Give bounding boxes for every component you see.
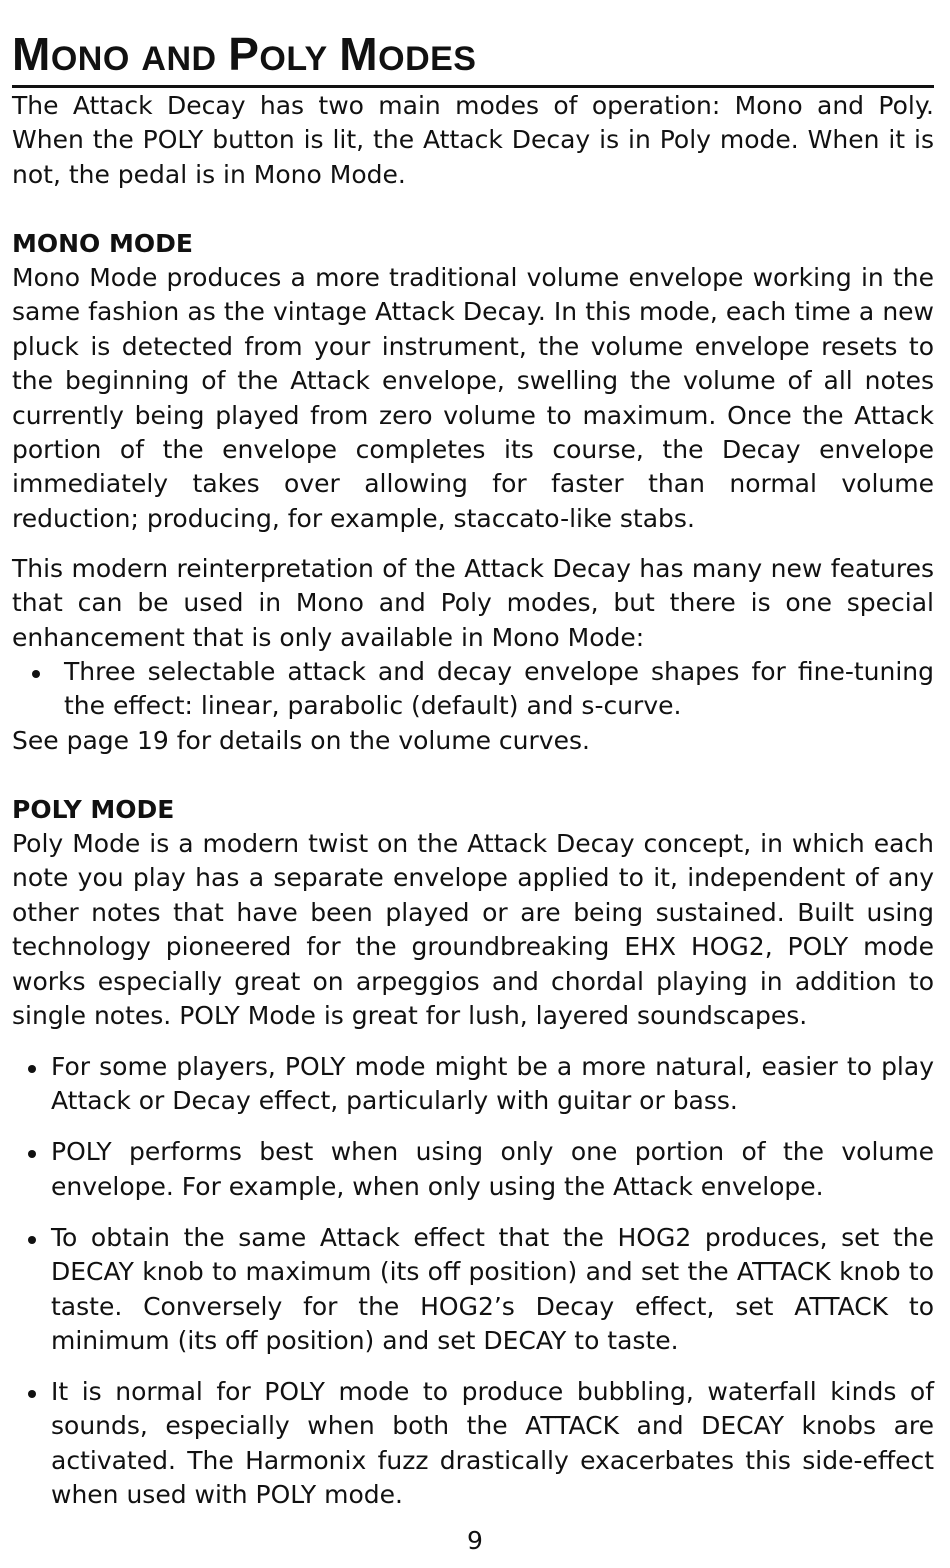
title-word-modes-cap: M bbox=[339, 28, 379, 80]
title-word-poly-rest: OLY bbox=[259, 40, 328, 78]
mono-mode-heading: MONO MODE bbox=[12, 229, 193, 258]
page-number: 9 bbox=[467, 1526, 483, 1555]
list-item bbox=[51, 1221, 934, 1359]
mono-mode-paragraph-3: See page 19 for details on the volume curves. bbox=[12, 726, 590, 755]
bullet-icon bbox=[28, 1390, 36, 1398]
list-item bbox=[51, 1050, 934, 1119]
title-word-poly-cap: P bbox=[228, 28, 260, 80]
mono-mode-paragraph-1: Mono Mode produces a more traditional volume envelope working in the same fashion as the vintage Attack Decay. In this mode, each time a new pluck is detected from your instrument, the volume envelope resets to the beginning of the Attack envelope, swelling the volume of all notes currently being played from zero volume to maximum. Once the Attack portion of the envelope completes its course, the Decay envelope immediately takes over allowing for faster than normal volume reduction; producing, for example, staccato-like stabs. bbox=[12, 263, 934, 533]
bullet-icon bbox=[28, 1236, 36, 1244]
bullet-icon bbox=[28, 1065, 36, 1073]
poly-mode-heading: POLY MODE bbox=[12, 795, 175, 824]
poly-mode-bullet-list bbox=[51, 1050, 934, 1513]
poly-mode-paragraph-1: Poly Mode is a modern twist on the Attack Decay concept, in which each note you play has a separate envelope applied to it, independent of any other notes that have been played or are being sustained. Built using technology pioneered for the groundbreaking EHX HOG2, POLY mode works especially great on arpeggios and chordal playing in addition to single notes. POLY Mode is great for lush, layered soundscapes. bbox=[12, 829, 934, 1031]
title-word-mono-cap: M bbox=[12, 28, 51, 80]
bullet-icon bbox=[28, 1150, 36, 1158]
intro-paragraph: The Attack Decay has two main modes of operation: Mono and Poly. When the POLY button is lit, the Attack Decay is in Poly mode. When it is not, the pedal is in Mono Mode. bbox=[12, 91, 934, 189]
mono-mode-paragraph-2: This modern reinterpretation of the Attack Decay has many new features that can be used in Mono and Poly modes, but there is one special enhancement that is only available in Mono Mode: bbox=[12, 554, 934, 652]
list-item-text: Three selectable attack and decay envelope shapes for fine-tuning the effect: linear, parabolic (default) and s-curve. bbox=[64, 657, 934, 721]
title-word-and: AND bbox=[141, 40, 217, 78]
mono-mode-bullet-list bbox=[64, 655, 934, 724]
list-item-text: POLY performs best when using only one portion of the volume envelope. For example, when only using the Attack envelope. bbox=[51, 1137, 934, 1201]
list-item-text: It is normal for POLY mode to produce bubbling, waterfall kinds of sounds, especially when both the ATTACK and DECAY knobs are activated. The Harmonix fuzz drastically exacerbates this side-effect when used with POLY mode. bbox=[51, 1377, 934, 1510]
list-item bbox=[51, 1375, 934, 1513]
list-item-text: To obtain the same Attack effect that the HOG2 produces, set the DECAY knob to maximum (its off position) and set the ATTACK knob to taste. Conversely for the HOG2’s Decay effect, set ATTACK to minimum (its off position) and set DECAY to taste. bbox=[51, 1222, 934, 1356]
list-item-text: For some players, POLY mode might be a more natural, easier to play Attack or Decay effect, particularly with guitar or bass. bbox=[51, 1052, 934, 1116]
list-item bbox=[64, 655, 934, 724]
bullet-icon bbox=[32, 670, 40, 678]
list-item bbox=[51, 1135, 934, 1204]
title-word-modes-rest: ODES bbox=[378, 40, 477, 78]
page-title bbox=[12, 28, 934, 88]
title-word-mono-rest: ONO bbox=[50, 40, 130, 78]
